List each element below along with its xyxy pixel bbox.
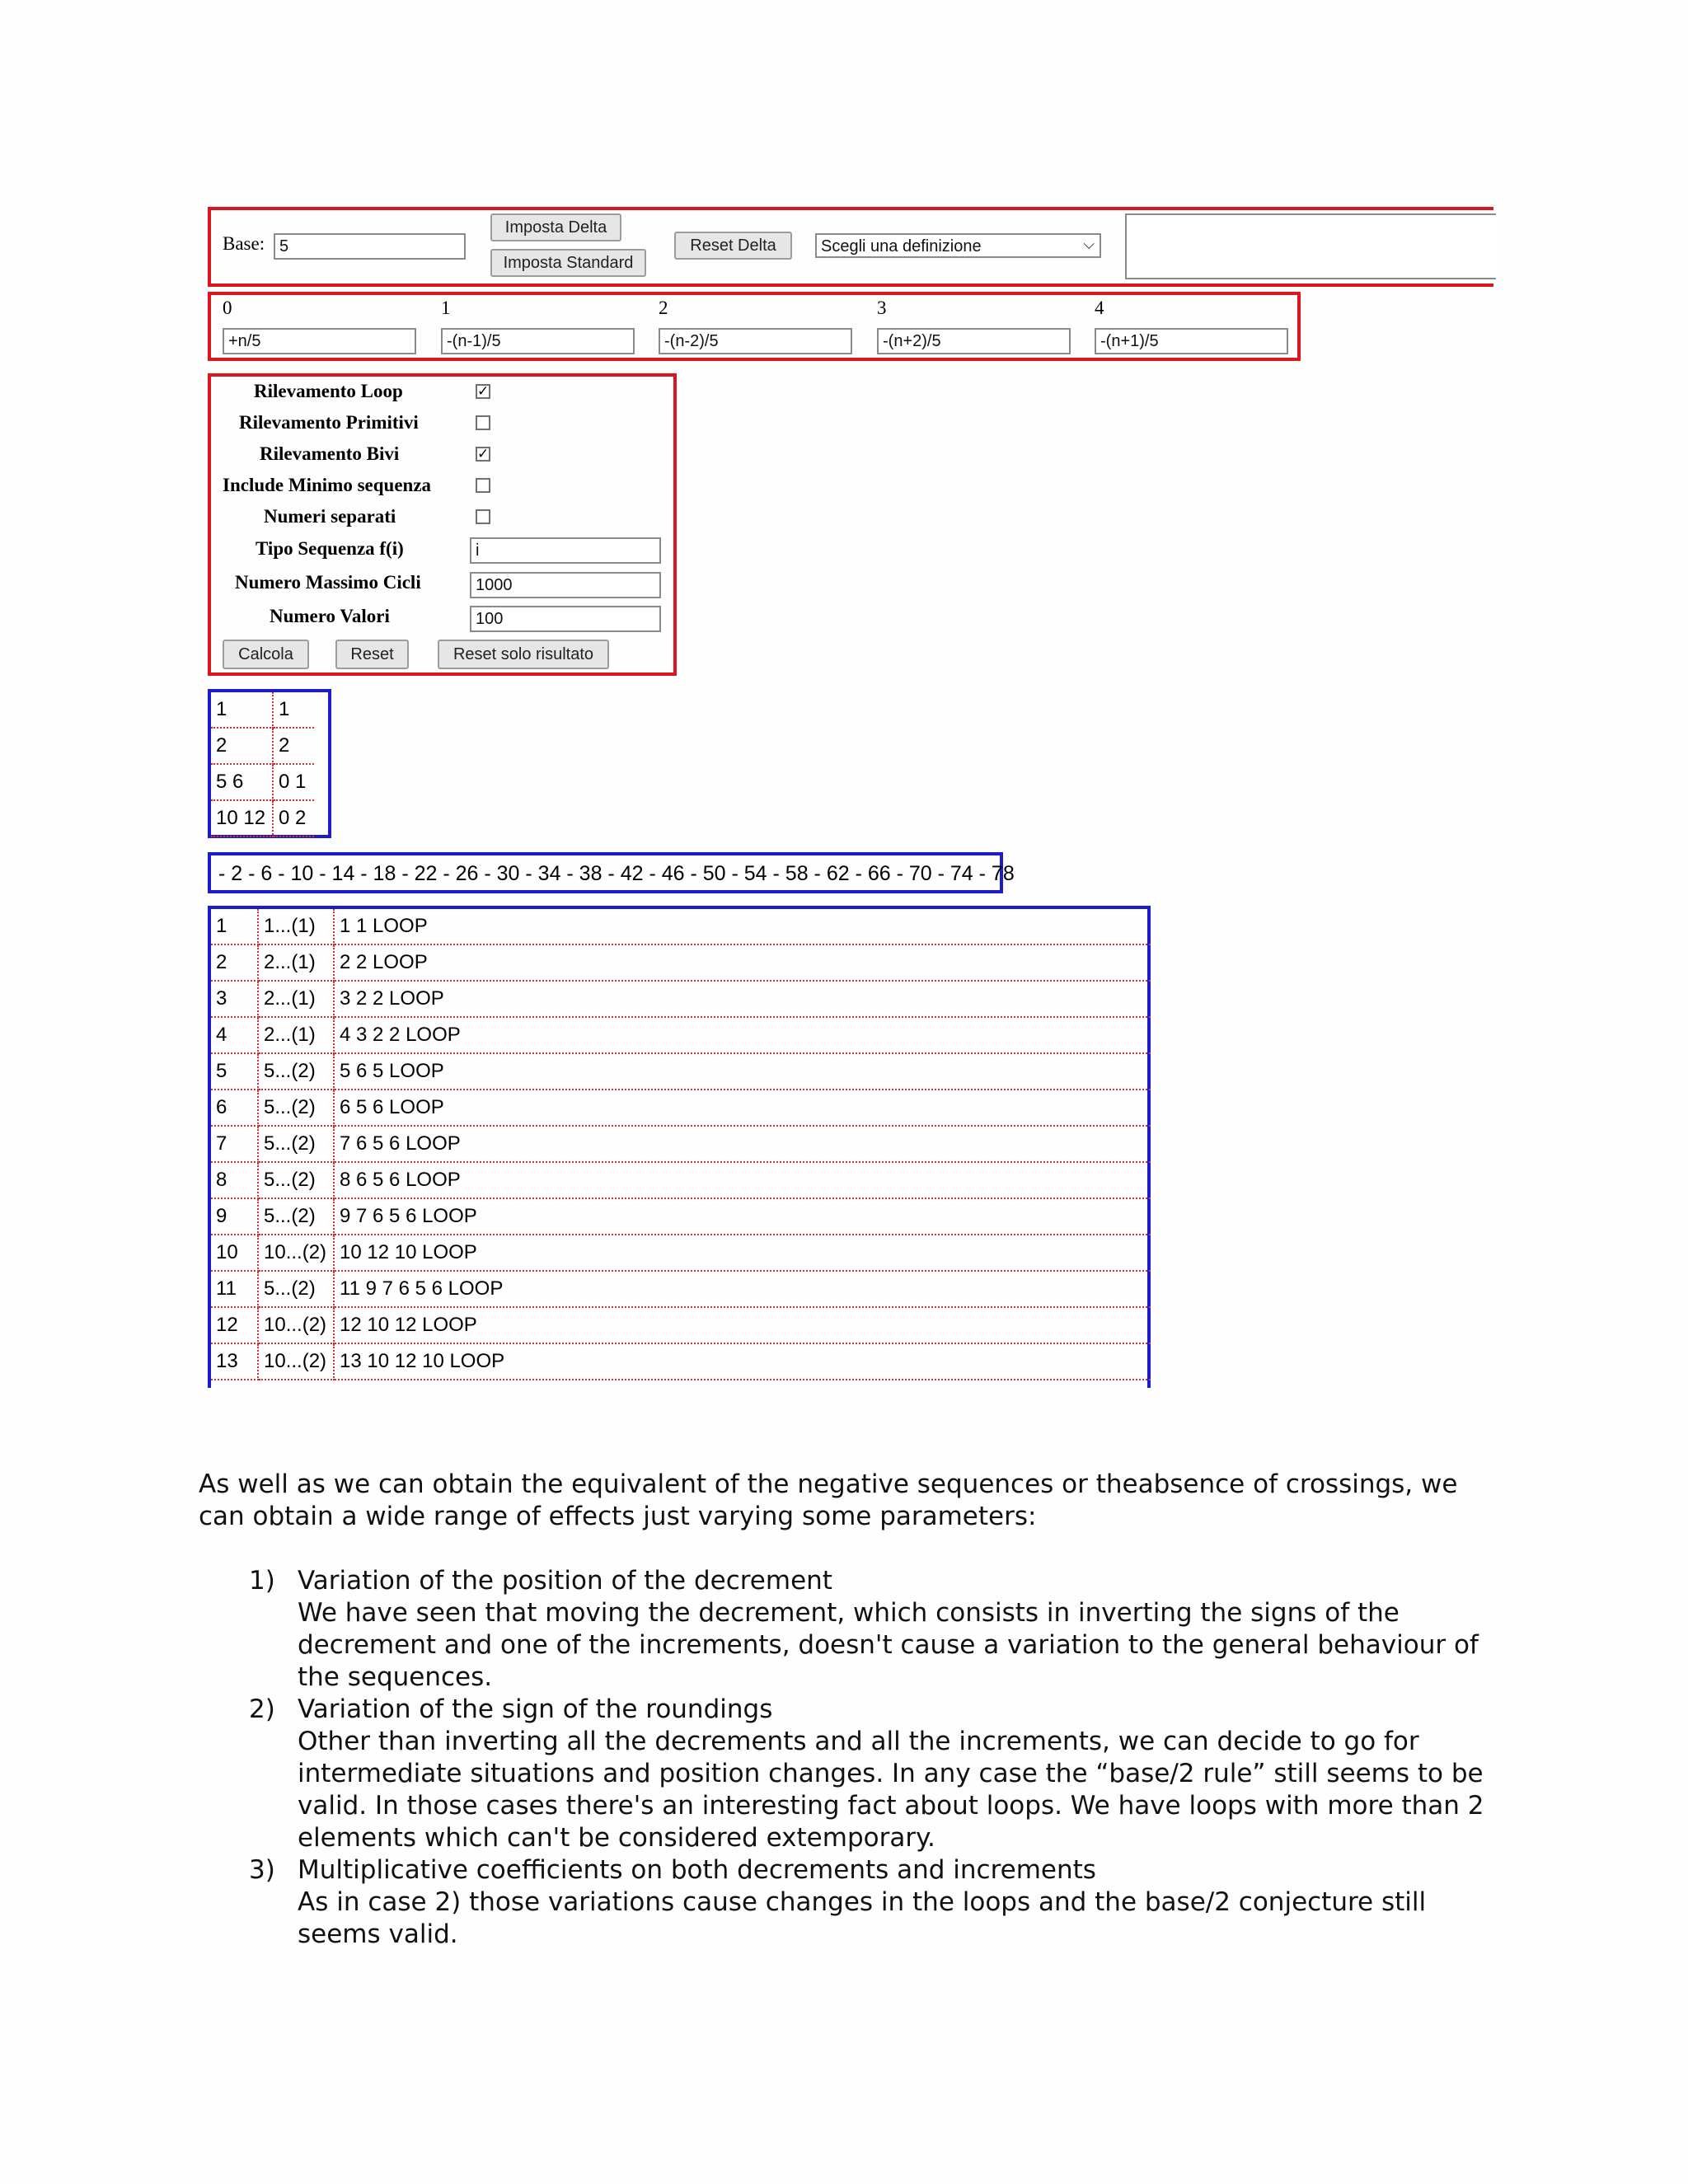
table-row xyxy=(211,1126,1151,1162)
sequence-type-label: Tipo Sequenza f(i) xyxy=(256,538,404,559)
loop-cell: 2 xyxy=(273,728,314,764)
loop-cell: 0 1 xyxy=(273,764,314,800)
result-min: 5...(2) xyxy=(258,1053,334,1090)
result-index: 13 xyxy=(211,1343,258,1380)
delta-input-4[interactable]: -(n+1)/5 xyxy=(1095,328,1288,354)
result-min: 2...(1) xyxy=(258,944,334,981)
list-item-body-1: We have seen that moving the decrement, which consists in inverting the signs of the decrement and one of the increments, doesn't cause a variation to the general behaviour of the sequences. xyxy=(298,1598,1479,1692)
sequence-line: - 2 - 6 - 10 - 14 - 18 - 22 - 26 - 30 - 34 - 38 - 42 - 46 - 50 - 54 - 58 - 62 - 66 - 70 - 74 - 78 xyxy=(218,862,1015,885)
result-min: 5...(2) xyxy=(258,1198,334,1235)
table-row xyxy=(211,1307,1151,1343)
option-label-primitivi: Rilevamento Primitivi xyxy=(239,412,419,433)
table-row xyxy=(211,1017,1151,1053)
table-row xyxy=(211,1053,1151,1090)
num-values-input[interactable]: 100 xyxy=(470,606,661,632)
reset-result-button[interactable]: Reset solo risultato xyxy=(438,640,609,669)
result-min: 5...(2) xyxy=(258,1126,334,1162)
definition-select[interactable] xyxy=(815,233,1101,258)
option-label-loop: Rilevamento Loop xyxy=(254,381,403,401)
result-min: 1...(1) xyxy=(258,909,334,944)
result-seq: 6 5 6 LOOP xyxy=(334,1090,1151,1126)
loop-cell: 1 xyxy=(211,692,273,728)
set-standard-button[interactable]: Imposta Standard xyxy=(490,249,646,277)
loop-table xyxy=(211,692,314,837)
delta-header-1: 1 xyxy=(441,298,451,318)
result-index: 11 xyxy=(211,1271,258,1307)
result-min: 10...(2) xyxy=(258,1235,334,1271)
option-label-separati: Numeri separati xyxy=(264,506,396,527)
reset-button[interactable]: Reset xyxy=(335,640,409,669)
result-min: 5...(2) xyxy=(258,1090,334,1126)
result-min: 10...(2) xyxy=(258,1343,334,1380)
result-seq: 12 10 12 LOOP xyxy=(334,1307,1151,1343)
base-panel-extra-line xyxy=(1125,207,1493,210)
option-checkbox-minimo[interactable] xyxy=(476,478,490,493)
list-number-2: 2) xyxy=(249,1694,275,1724)
table-row xyxy=(211,944,1151,981)
result-table-box xyxy=(208,906,1151,1388)
result-index: 4 xyxy=(211,1017,258,1053)
result-seq: 1 1 LOOP xyxy=(334,909,1151,944)
reset-delta-button[interactable]: Reset Delta xyxy=(674,232,792,260)
definition-select-value: Scegli una definizione xyxy=(821,237,982,255)
result-index: 9 xyxy=(211,1198,258,1235)
option-label-bivi: Rilevamento Bivi xyxy=(260,443,400,464)
intro-paragraph: As well as we can obtain the equivalent of the negative sequences or theabsence of crossings, we can obtain a wide range of effects just varying some parameters: xyxy=(199,1469,1458,1531)
result-index: 2 xyxy=(211,944,258,981)
table-row xyxy=(211,728,314,764)
result-min: 2...(1) xyxy=(258,1017,334,1053)
result-index: 3 xyxy=(211,981,258,1017)
table-row xyxy=(211,981,1151,1017)
loop-cell: 2 xyxy=(211,728,273,764)
result-seq: 4 3 2 2 LOOP xyxy=(334,1017,1151,1053)
base-label: Base: xyxy=(223,233,265,254)
loop-table-box xyxy=(208,689,331,838)
result-index: 10 xyxy=(211,1235,258,1271)
result-index: 7 xyxy=(211,1126,258,1162)
result-seq: 7 6 5 6 LOOP xyxy=(334,1126,1151,1162)
result-seq: 5 6 5 LOOP xyxy=(334,1053,1151,1090)
result-seq: 2 2 LOOP xyxy=(334,944,1151,981)
result-seq: 9 7 6 5 6 LOOP xyxy=(334,1198,1151,1235)
list-item-body-3: As in case 2) those variations cause changes in the loops and the base/2 conjecture still seems valid. xyxy=(298,1887,1427,1949)
table-row xyxy=(211,1162,1151,1198)
list-item-title-3: Multiplicative coefficients on both decrements and increments xyxy=(298,1855,1096,1885)
sequence-type-input[interactable]: i xyxy=(470,537,661,564)
result-seq: 10 12 10 LOOP xyxy=(334,1235,1151,1271)
result-index: 8 xyxy=(211,1162,258,1198)
delta-header-0: 0 xyxy=(223,298,232,318)
list-item-body-2: Other than inverting all the decrements and all the increments, we can decide to go for intermediate situations and position changes. In any case the “base/2 rule” still seems to be valid. In those cases there's an interesting fact about loops. We have loops with more than 2 elements which can't be considered extemporary. xyxy=(298,1727,1484,1853)
result-table xyxy=(211,909,1151,1380)
result-min: 2...(1) xyxy=(258,981,334,1017)
max-cycles-input[interactable]: 1000 xyxy=(470,572,661,598)
set-delta-button[interactable]: Imposta Delta xyxy=(490,213,621,241)
calc-button[interactable]: Calcola xyxy=(223,640,309,669)
delta-input-2[interactable]: -(n-2)/5 xyxy=(659,328,852,354)
option-checkbox-primitivi[interactable] xyxy=(476,415,490,430)
chevron-down-icon: ⌵ xyxy=(1083,236,1095,253)
table-row xyxy=(211,764,314,800)
result-index: 1 xyxy=(211,909,258,944)
result-seq: 13 10 12 10 LOOP xyxy=(334,1343,1151,1380)
delta-input-3[interactable]: -(n+2)/5 xyxy=(877,328,1071,354)
delta-input-0[interactable]: +n/5 xyxy=(223,328,416,354)
loop-cell: 10 12 xyxy=(211,800,273,837)
result-index: 5 xyxy=(211,1053,258,1090)
num-values-label: Numero Valori xyxy=(270,606,390,626)
table-row xyxy=(211,692,314,728)
result-seq: 3 2 2 LOOP xyxy=(334,981,1151,1017)
list-number-1: 1) xyxy=(249,1566,275,1596)
table-row xyxy=(211,1235,1151,1271)
result-min: 5...(2) xyxy=(258,1162,334,1198)
result-min: 5...(2) xyxy=(258,1271,334,1307)
result-seq: 8 6 5 6 LOOP xyxy=(334,1162,1151,1198)
max-cycles-label: Numero Massimo Cicli xyxy=(235,572,421,593)
list-item-title-1: Variation of the position of the decrement xyxy=(298,1566,832,1596)
result-index: 6 xyxy=(211,1090,258,1126)
option-checkbox-bivi[interactable]: ✓ xyxy=(477,446,490,462)
table-row xyxy=(211,1090,1151,1126)
base-input[interactable]: 5 xyxy=(274,233,466,260)
loop-cell: 5 6 xyxy=(211,764,273,800)
table-row xyxy=(211,1198,1151,1235)
sequence-box xyxy=(208,852,1015,893)
option-checkbox-loop[interactable]: ✓ xyxy=(477,383,490,400)
option-label-minimo: Include Minimo sequenza xyxy=(223,475,432,495)
delta-header-2: 2 xyxy=(659,298,668,318)
result-seq: 11 9 7 6 5 6 LOOP xyxy=(334,1271,1151,1307)
delta-input-1[interactable]: -(n-1)/5 xyxy=(441,328,635,354)
option-checkbox-separati[interactable] xyxy=(476,509,490,524)
list-number-3: 3) xyxy=(249,1855,275,1885)
result-min: 10...(2) xyxy=(258,1307,334,1343)
list-item-title-2: Variation of the sign of the roundings xyxy=(298,1694,773,1724)
table-row xyxy=(211,800,314,837)
loop-cell: 0 2 xyxy=(273,800,314,837)
delta-header-3: 3 xyxy=(877,298,887,318)
table-row xyxy=(211,1271,1151,1307)
definition-textarea[interactable] xyxy=(1125,213,1496,279)
result-index: 12 xyxy=(211,1307,258,1343)
table-row xyxy=(211,1343,1151,1380)
table-row xyxy=(211,909,1151,944)
loop-cell: 1 xyxy=(273,692,314,728)
delta-header-4: 4 xyxy=(1095,298,1104,318)
